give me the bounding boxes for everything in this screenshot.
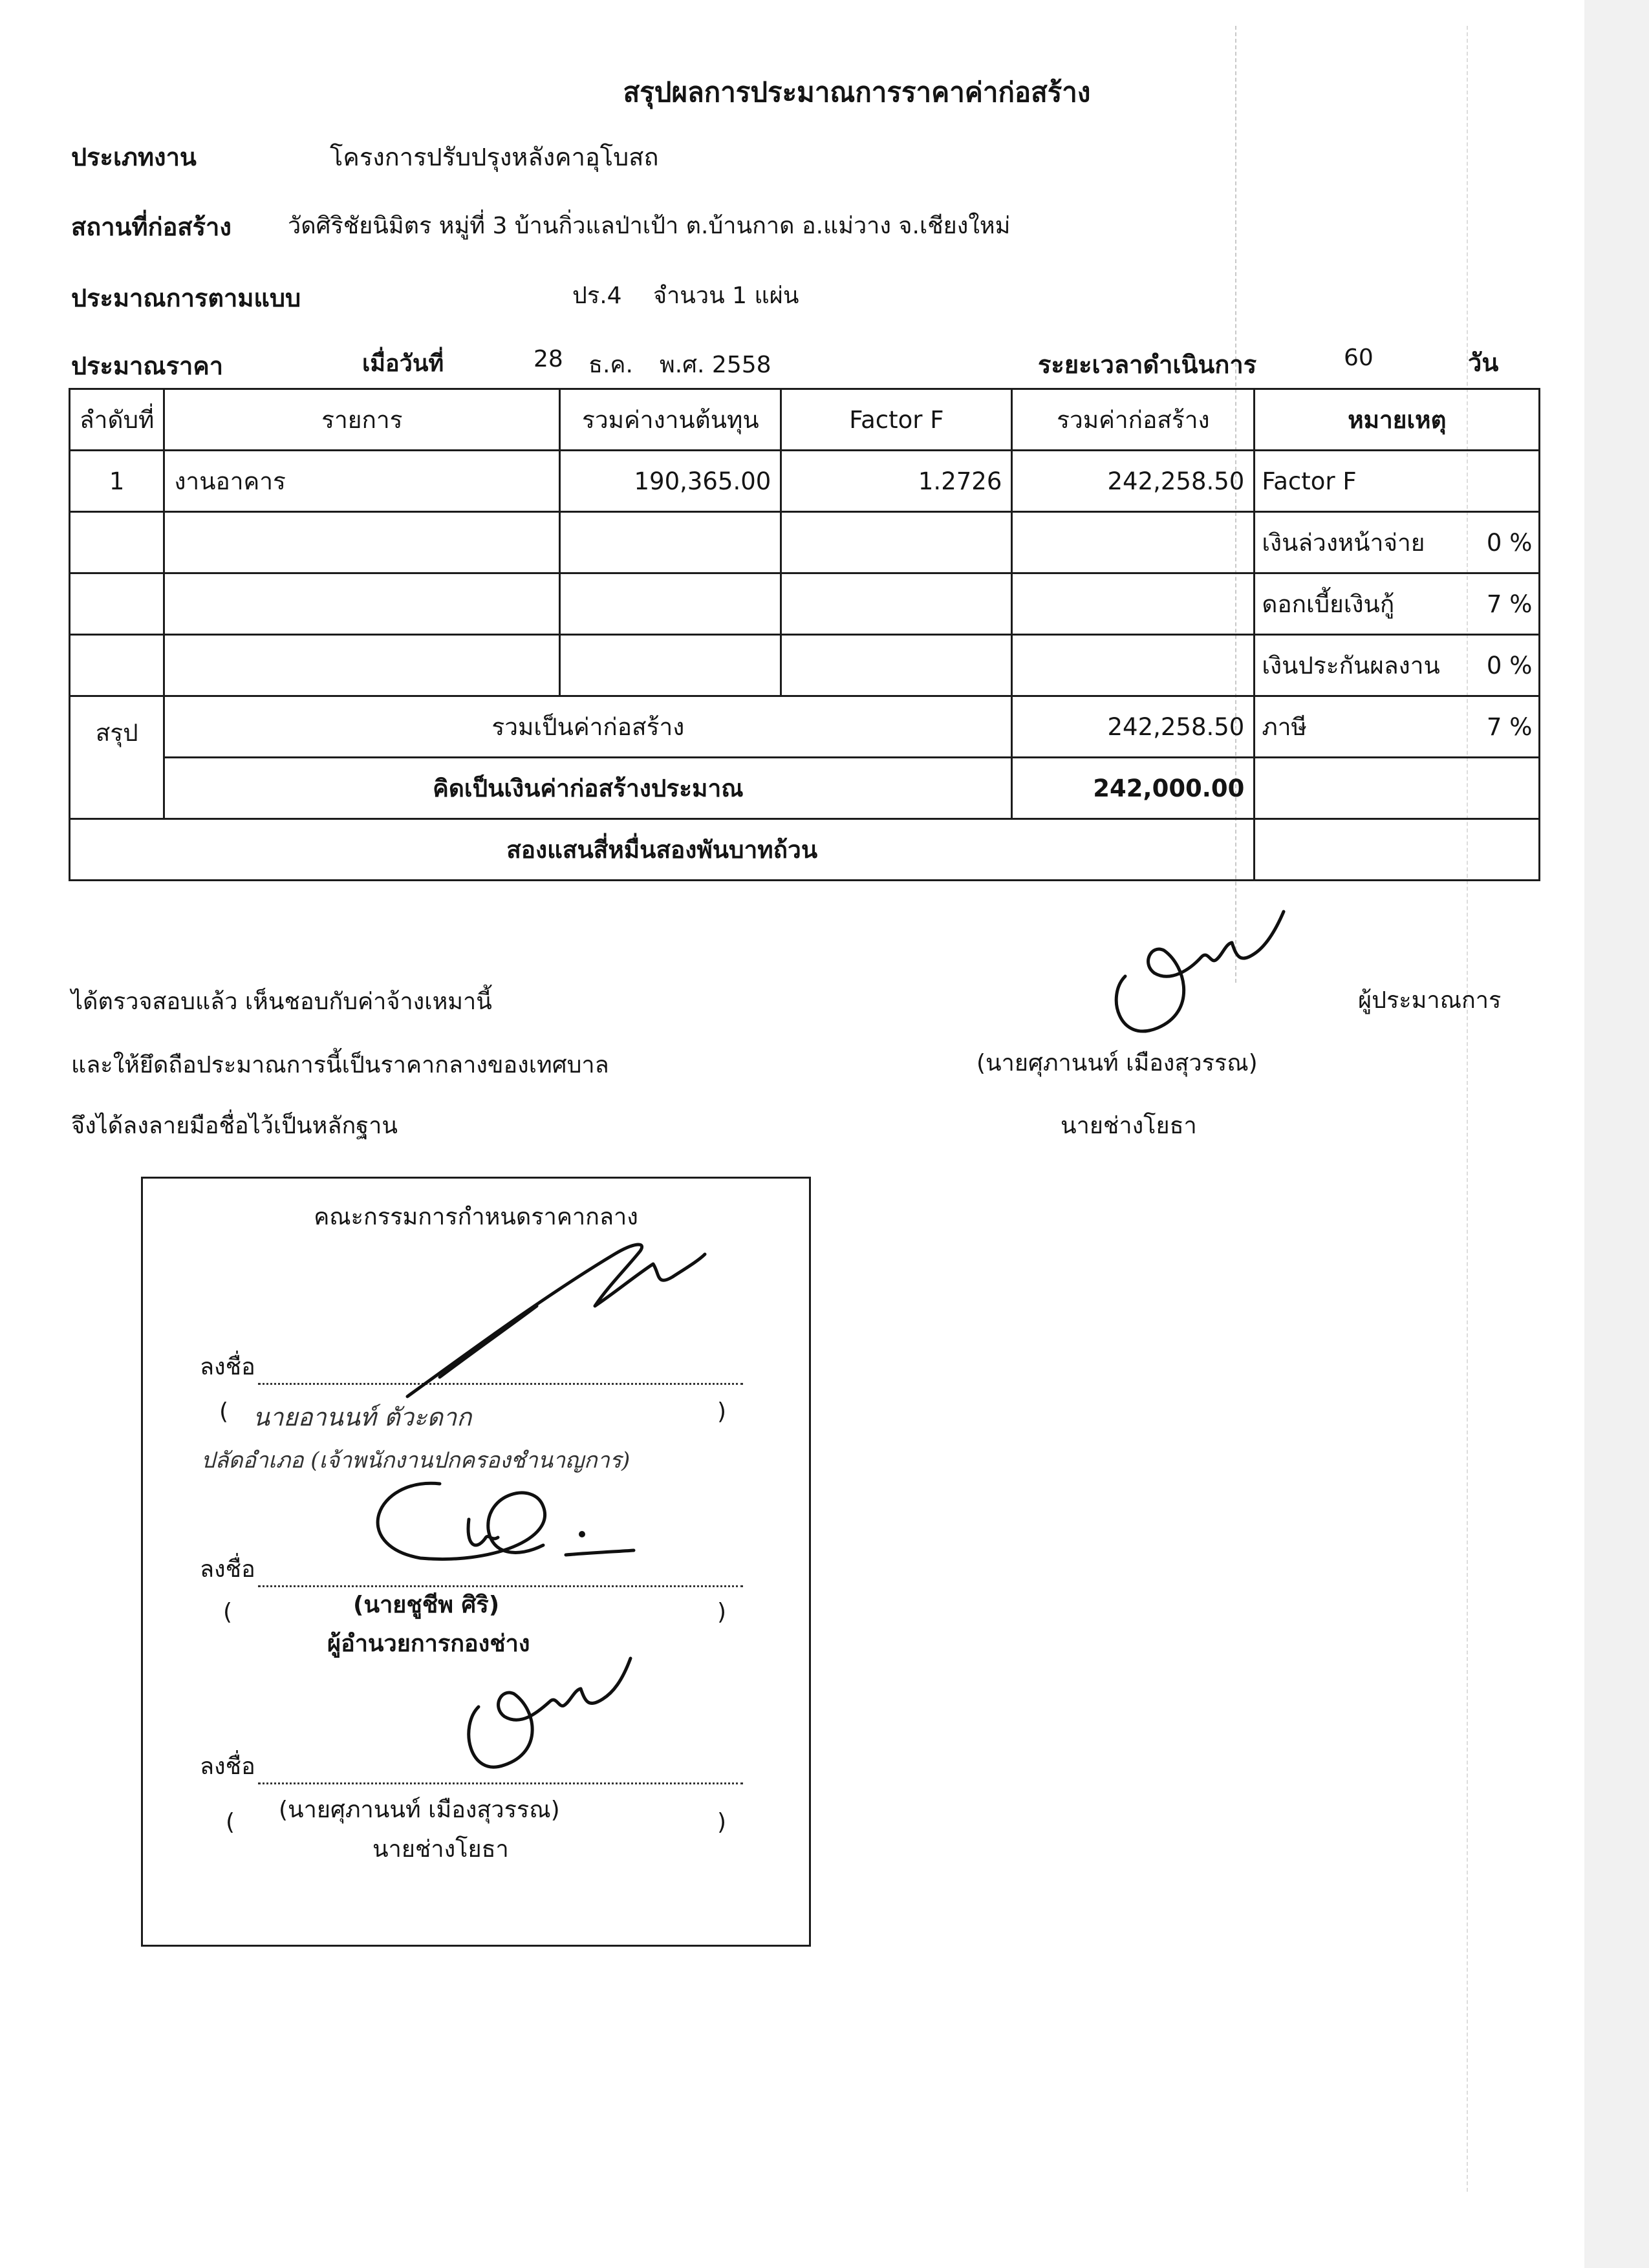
member1-name-handwritten: นายอานนท์ ตัวะดาก xyxy=(253,1403,472,1431)
remark-tax-label: ภาษี xyxy=(1262,712,1307,741)
date-label: เมื่อวันที่ xyxy=(362,350,444,377)
remark-guarantee-value: 0 % xyxy=(1486,651,1533,679)
remark-factor-label: Factor F xyxy=(1262,467,1357,495)
table-header-row xyxy=(70,389,1540,451)
estimator-name: (นายศุภานนท์ เมืองสุวรรณ) xyxy=(976,1050,1258,1076)
remark-interest-value: 7 % xyxy=(1486,590,1533,618)
close-paren-2: ) xyxy=(717,1599,727,1625)
site-value: วัดศิริชัยนิมิตร หมู่ที่ 3 บ้านกิ่วแลป่าเป้า ต.บ้านกาด อ.แม่วาง จ.เชียงใหม่ xyxy=(288,213,1011,239)
member2-title: ผู้อำนวยการกองช่าง xyxy=(327,1631,530,1657)
amount-in-words: สองแสนสี่หมื่นสองพันบาทถ้วน xyxy=(70,819,1255,881)
row-cost: 190,365.00 xyxy=(560,451,781,512)
site-label: สถานที่ก่อสร้าง xyxy=(71,213,232,241)
remark-advance-value: 0 % xyxy=(1486,528,1533,557)
approval-line-3: จึงได้ลงลายมือชื่อไว้เป็นหลักฐาน xyxy=(71,1113,398,1139)
estimator-role: ผู้ประมาณการ xyxy=(1358,987,1502,1014)
sign-label-2: ลงชื่อ xyxy=(200,1556,255,1583)
header-no: ลำดับที่ xyxy=(70,389,164,451)
estimator-title: นายช่างโยธา xyxy=(1061,1113,1197,1139)
header-total: รวมค่าก่อสร้าง xyxy=(1012,389,1255,451)
estimate-text: คิดเป็นเงินค่าก่อสร้างประมาณ xyxy=(164,758,1012,819)
header-item: รายการ xyxy=(164,389,560,451)
price-label: ประมาณราคา xyxy=(71,352,224,380)
close-paren-1: ) xyxy=(717,1398,727,1425)
estimate-row xyxy=(70,758,1540,819)
sign-label-1: ลงชื่อ xyxy=(200,1354,255,1380)
close-paren-3: ) xyxy=(717,1809,727,1835)
project-type-value: โครงการปรับปรุงหลังคาอุโบสถ xyxy=(330,143,659,171)
row-item: งานอาคาร xyxy=(164,451,560,512)
open-paren-2: ( xyxy=(223,1599,233,1625)
member1-signature xyxy=(401,1215,711,1403)
remark-interest xyxy=(1255,573,1540,635)
plan-form: ปร.4 xyxy=(572,283,622,309)
summary-row xyxy=(70,696,1540,758)
sign-label-3: ลงชื่อ xyxy=(200,1753,255,1780)
summary-label: สรุป xyxy=(70,696,164,819)
member3-title: นายช่างโยธา xyxy=(372,1836,509,1863)
committee-title: คณะกรรมการกำหนดราคากลาง xyxy=(314,1204,638,1230)
date-year: พ.ศ. 2558 xyxy=(660,352,771,378)
summary-total: 242,258.50 xyxy=(1012,696,1255,758)
table-row-empty xyxy=(70,573,1540,635)
row-factor: 1.2726 xyxy=(781,451,1012,512)
page-title: สรุปผลการประมาณการราคาค่าก่อสร้าง xyxy=(623,76,1091,108)
table-row-empty xyxy=(70,635,1540,696)
open-paren-3: ( xyxy=(226,1809,235,1835)
approval-line-2: และให้ยึดถือประมาณการนี้เป็นราคากลางของเทศบาล xyxy=(71,1052,609,1078)
member3-signature xyxy=(453,1649,640,1784)
duration-unit: วัน xyxy=(1468,348,1499,377)
open-paren-1: ( xyxy=(219,1398,229,1425)
remark-guarantee xyxy=(1255,635,1540,696)
plan-count: จำนวน 1 แผ่น xyxy=(653,283,799,309)
scan-edge-shadow xyxy=(1584,0,1649,2268)
remark-guarantee-label: เงินประกันผลงาน xyxy=(1262,651,1440,679)
approval-line-1: ได้ตรวจสอบแล้ว เห็นชอบกับค่าจ้างเหมานี้ xyxy=(71,989,492,1015)
duration-value: 60 xyxy=(1344,345,1374,371)
member3-name: (นายศุภานนท์ เมืองสุวรรณ) xyxy=(279,1797,560,1823)
summary-text: รวมเป็นค่าก่อสร้าง xyxy=(164,696,1012,758)
member2-signature xyxy=(349,1468,653,1571)
remark-tax-value: 7 % xyxy=(1486,712,1533,741)
member1-title-handwritten: ปลัดอำเภอ (เจ้าพนักงานปกครองชำนาญการ) xyxy=(201,1448,630,1473)
header-cost: รวมค่างานต้นทุน xyxy=(560,389,781,451)
row-total: 242,258.50 xyxy=(1012,451,1255,512)
plan-label: ประมาณการตามแบบ xyxy=(71,284,301,312)
member2-name: (นายชูชีพ ศิริ) xyxy=(353,1592,500,1618)
header-remark: หมายเหตุ xyxy=(1255,389,1540,451)
estimate-total: 242,000.00 xyxy=(1012,758,1255,819)
project-type-label: ประเภทงาน xyxy=(71,143,197,171)
remark-interest-label: ดอกเบี้ยเงินกู้ xyxy=(1262,590,1395,618)
remark-advance-label: เงินล่วงหน้าจ่าย xyxy=(1262,528,1425,557)
estimator-signature xyxy=(1099,899,1293,1047)
estimate-table xyxy=(69,388,1540,881)
date-day: 28 xyxy=(534,346,563,372)
row-no: 1 xyxy=(70,451,164,512)
remark-tax xyxy=(1255,696,1540,758)
duration-label: ระยะเวลาดำเนินการ xyxy=(1038,350,1257,379)
remark-advance xyxy=(1255,512,1540,573)
header-factor: Factor F xyxy=(781,389,1012,451)
date-month: ธ.ค. xyxy=(588,352,633,378)
table-row xyxy=(70,451,1540,512)
remark-factor xyxy=(1255,451,1540,512)
table-row-empty xyxy=(70,512,1540,573)
words-row xyxy=(70,819,1540,881)
